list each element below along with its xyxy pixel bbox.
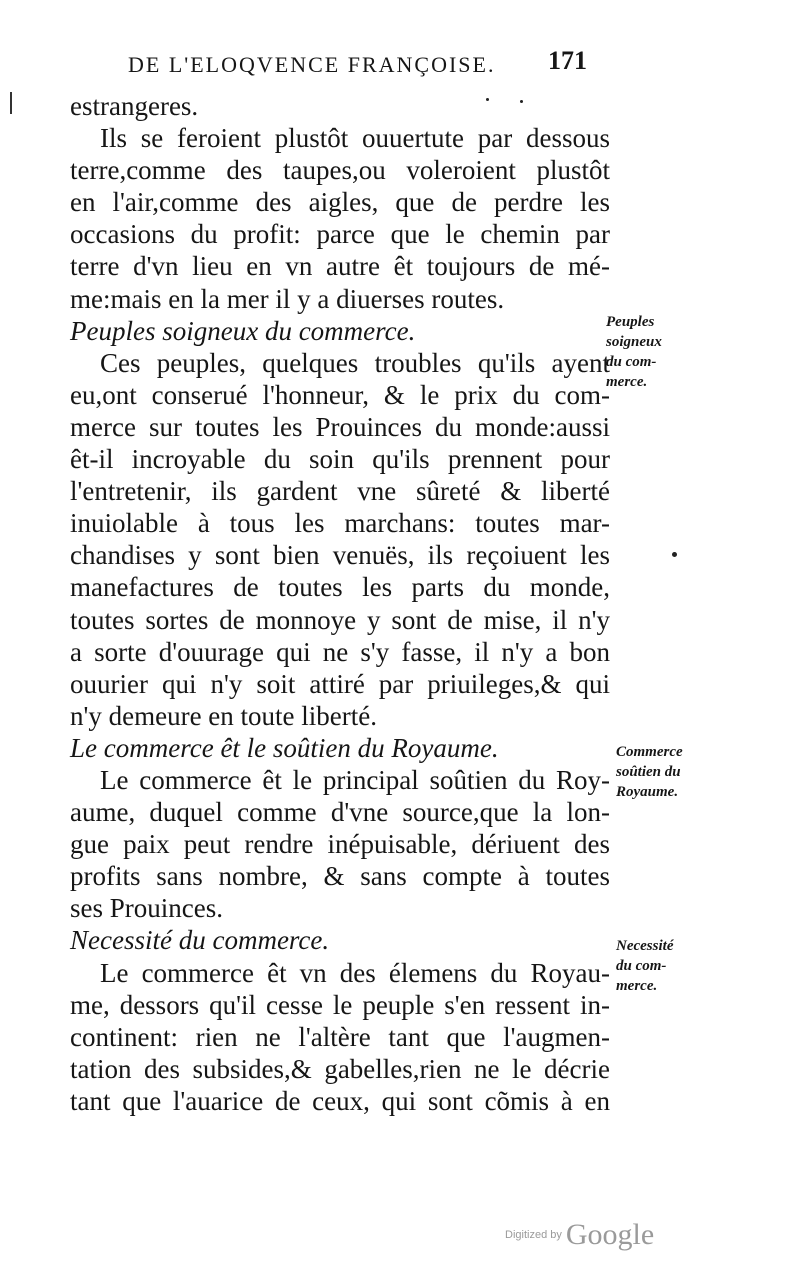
margin-note	[616, 742, 726, 802]
margin-note-line: merce.	[606, 374, 648, 390]
text-line: toutes sortes de monnoye y sont de mise, il n'y	[70, 604, 610, 635]
text-line: Ces peuples, quelques troubles qu'ils ayent	[100, 347, 610, 378]
text-line: ouurier qui n'y soit attiré par priuileges,& qui	[70, 668, 610, 699]
running-title: DE L'ELOQVENCE FRANÇOISE.	[128, 52, 496, 77]
text-line: continent: rien ne l'altère tant que l'augmen-	[70, 1021, 610, 1052]
ink-speck	[672, 552, 677, 557]
watermark-prefix: Digitized by	[505, 1229, 562, 1241]
text-line: eu,ont conserué l'honneur, & le prix du com-	[70, 379, 610, 410]
margin-note-line: Necessité	[616, 938, 674, 954]
text-line: Le commerce êt vn des élemens du Royau-	[100, 957, 610, 988]
body-text	[70, 90, 610, 1117]
text-line: profits sans nombre, & sans compte à toutes	[70, 861, 610, 892]
text-line: l'entretenir, ils gardent vne sûreté & liberté	[70, 476, 610, 507]
margin-note-line: Peuples	[606, 314, 655, 330]
text-line: a sorte d'ouurage qui ne s'y fasse, il n'y a bon	[70, 636, 610, 667]
margin-note-line: soûtien du	[616, 764, 681, 780]
text-line: terre,comme des taupes,ou voleroient plustôt	[70, 155, 610, 186]
margin-note-line: soigneux	[606, 334, 662, 350]
text-line: aume, duquel comme d'vne source,que la lon-	[70, 797, 610, 828]
google-logo: Google	[565, 1218, 655, 1251]
text-line: inuiolable à tous les marchans: toutes mar-	[70, 508, 610, 539]
edge-mark	[10, 92, 12, 114]
text-line: me:mais en la mer il y a diuerses routes.	[70, 283, 505, 314]
margin-note	[606, 312, 716, 392]
text-line: manefactures de toutes les parts du monde,	[70, 572, 610, 603]
margin-note-line: merce.	[616, 978, 658, 994]
section-heading: Peuples soigneux du commerce.	[70, 315, 416, 346]
margin-note-line: du com-	[616, 958, 667, 974]
section-heading: Necessité du commerce.	[70, 925, 330, 956]
text-line: ses Prouinces.	[70, 893, 223, 924]
text-line: tant que l'auarice de ceux, qui sont cõmis à en	[70, 1085, 610, 1116]
text-line: estrangeres.	[70, 91, 199, 121]
text-line: n'y demeure en toute liberté.	[70, 700, 377, 731]
ink-speck	[520, 100, 523, 103]
margin-note-line: du com-	[606, 354, 657, 370]
page-number: 171	[548, 46, 587, 75]
text-line: chandises y sont bien venuës, ils reçoiuent les	[70, 540, 610, 571]
text-line: merce sur toutes les Prouinces du monde:aussi	[70, 411, 610, 442]
text-line: en l'air,comme des aigles, que de perdre les	[70, 187, 610, 218]
section-heading: Le commerce êt le soûtien du Royaume.	[70, 732, 499, 763]
margin-note	[616, 936, 726, 996]
margin-note-line: Royaume.	[616, 784, 679, 800]
digitized-watermark	[505, 1218, 654, 1252]
text-line: Ils se feroient plustôt ouuertute par dessous	[100, 123, 610, 154]
margin-note-line: Commerce	[616, 744, 683, 760]
text-line: êt-il incroyable du soin qu'ils prennent pour	[70, 444, 610, 475]
text-line: terre d'vn lieu en vn autre êt toujours de mé-	[70, 251, 610, 282]
text-line: Le commerce êt le principal soûtien du Roy-	[100, 764, 610, 795]
ink-speck	[486, 98, 489, 101]
text-line: gue paix peut rendre inépuisable, dériuent des	[70, 829, 610, 860]
text-line: occasions du profit: parce que le chemin par	[70, 219, 610, 250]
text-line: me, dessors qu'il cesse le peuple s'en ressent in-	[70, 989, 610, 1020]
text-line: tation des subsides,& gabelles,rien ne le décrie	[70, 1053, 610, 1084]
